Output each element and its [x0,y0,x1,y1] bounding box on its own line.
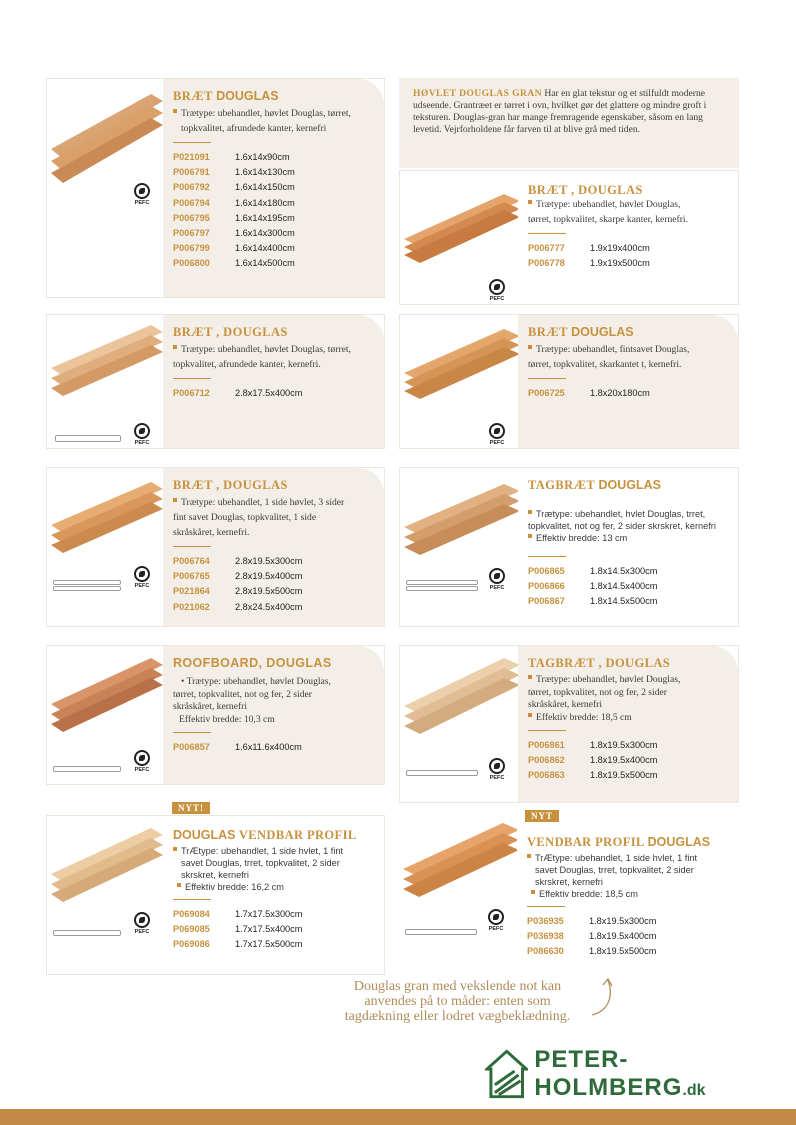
product-table [528,738,728,784]
pefc-logo: PEFC [484,423,510,446]
table-row: P006765 2.8x19.5x400cm [173,571,303,582]
wood-planks-image [404,482,520,562]
product-title: VENDBAR PROFIL DOUGLAS [527,835,711,849]
footnote: Douglas gran med vekslende not kan anvendes på to måder: enten som tagdækning eller lodret vægbeklædning. [344,979,571,1024]
product-table [528,386,728,401]
plank-profile-drawing [53,586,121,591]
product-title [173,89,374,103]
desc-line: topkvalitet, afrundede kanter, kernefri [181,123,327,134]
product-table [527,914,729,960]
plank-profile-drawing [406,770,478,776]
plank-profile-drawing [406,580,478,585]
table-row: P086630 1.8x19.5x500cm [527,946,657,957]
table-row: P006795 1.6x14x195cm [173,212,295,223]
table-row: P021091 1.6x14x90cm [173,152,290,162]
wood-planks-image [51,323,163,403]
product-table [528,241,728,271]
table-row: P006800 1.6x14x500cm [173,258,295,269]
intro-heading: HØVLET DOUGLAS GRAN [413,88,542,99]
wood-planks-image [51,480,163,560]
title-part-a: BRÆT [173,89,213,103]
pefc-logo: PEFC [484,568,510,591]
table-row: P006862 1.8x19.5x400cm [528,755,658,766]
table-row: P006857 1.6x11.6x400cm [173,742,302,752]
table-row: P006764 2.8x19.5x300cm [173,556,303,566]
product-card-3: PEFC BRÆT , DOUGLAS Trætype: ubehandlet, høvlet Douglas, tørret, topkvalitet, afrundede kanter, kernefri. P006712 2.8x17.5x400cm [46,314,385,449]
product-table [173,907,374,953]
table-row: P006792 1.6x14x150cm [173,182,295,193]
table-row: P006797 1.6x14x300cm [173,228,295,239]
pefc-logo: PEFC [129,912,155,935]
product-title: DOUGLAS VENDBAR PROFIL [173,828,357,842]
product-card-10: PEFC VENDBAR PROFIL DOUGLAS TrÆtype: ubehandlet, 1 side hvlet, 1 fint savet Douglas, trret, topkvalitet, 2 sider skrskret, kernefri Effektiv bredde: 18,5 cm P036935 1.8x19.5x300cm P036938 1.8x19.5x400cm P086630 1.8x19.5x500cm [399,815,739,975]
product-card-7: PEFC ROOFBOARD, DOUGLAS • Trætype: ubehandlet, høvlet Douglas, tørret, topkvalitet, not og fer, 2 sider skråskåret, kernefri Effektiv bredde: 10,3 cm P006857 1.6x11.6x400cm [46,645,385,785]
product-title: BRÆT , DOUGLAS [173,325,288,339]
wood-planks-image [403,821,519,906]
table-row: P006791 1.6x14x130cm [173,167,295,178]
plank-profile-drawing [55,435,121,442]
table-row: P006799 1.6x14x400cm [173,243,295,254]
intro-text: Har en glat tekstur og et stilfuldt moderne udseende. Grantræet er tørret i ovn, hvilket gør det glattere og mindre groft i teksturen. Douglas-gran har mange fremragende egenskaber, såsom en lang levetid. Vejrforholdene får farven til at blive grå med tiden. [413,88,707,135]
product-table [173,554,374,615]
wood-planks-image [51,656,163,741]
product-table [173,740,374,755]
product-title: BRÆT , DOUGLAS [173,478,288,492]
pefc-logo: PEFC [484,758,510,781]
desc-line: Trætype: ubehandlet, høvlet Douglas, tørret, [181,108,351,119]
product-title: ROOFBOARD, DOUGLAS [173,656,332,670]
table-row: P006866 1.8x14.5x400cm [528,581,658,592]
wood-planks-image [404,656,520,746]
product-card-5: PEFC BRÆT , DOUGLAS Trætype: ubehandlet, 1 side høvlet, 3 sider fint savet Douglas, topkvalitet, 1 side skråskåret, kernefri. P006764 2.8x19.5x300cm P006765 2.8x19.5x400cm P021864 2.8x19.5x500cm P021062 2.8x24.5x400cm [46,467,385,627]
pefc-label: PEFC [134,200,150,206]
wood-planks-image [51,826,163,911]
new-badge: NYT [525,810,559,822]
plank-profile-drawing [406,586,478,591]
table-row: P006712 2.8x17.5x400cm [173,388,303,398]
table-row: P006867 1.8x14.5x500cm [528,596,658,607]
product-card-2: PEFC BRÆT , DOUGLAS Trætype: ubehandlet, høvlet Douglas, tørret, topkvalitet, skarpe kanter, kernefri. P006777 1.9x19x400cm P006778 1.9x19x500cm [399,170,739,305]
product-card-8: PEFC TAGBRÆT , DOUGLAS Trætype: ubehandlet, høvlet Douglas, tørret, topkvalitet, not og fer, 2 sider skråskåret, kernefri Effektiv bredde: 18,5 cm P006861 1.8x19.5x300cm P006862 1.8x19.5x400cm P006863 1.8x19.5x500cm [399,645,739,803]
table-row: P006863 1.8x19.5x500cm [528,770,658,781]
table-row: P021062 2.8x24.5x400cm [173,601,303,612]
table-row: P069085 1.7x17.5x400cm [173,924,303,935]
table-row: P021864 2.8x19.5x500cm [173,586,303,597]
table-row: P006794 1.6x14x180cm [173,197,295,208]
pefc-logo: PEFC [484,279,510,302]
table-row: P006725 1.8x20x180cm [528,388,650,398]
wood-planks-image [404,325,520,405]
product-title: TAGBRÆT , DOUGLAS [528,656,671,670]
table-row: P069086 1.7x17.5x500cm [173,939,303,950]
plank-profile-drawing [53,580,121,585]
pefc-logo: PEFC [129,566,155,589]
product-table [173,150,374,272]
wood-planks-image [51,89,163,184]
new-badge: NYT! [172,802,210,814]
table-row: P069084 1.7x17.5x300cm [173,909,303,919]
table-row: P006778 1.9x19x500cm [528,258,650,269]
pefc-logo [129,183,155,206]
table-row: P006777 1.9x19x400cm [528,243,650,253]
table-row: P006865 1.8x14.5x300cm [528,566,658,576]
product-description [173,106,374,136]
plank-profile-drawing [53,766,121,772]
logo-text: PETER-HOLMBERG.dk [534,1046,706,1101]
wood-planks-image [404,189,520,264]
pefc-logo: PEFC [483,909,509,932]
intro-box [399,78,739,168]
product-card-9: PEFC DOUGLAS VENDBAR PROFIL TrÆtype: ubehandlet, 1 side hvlet, 1 fint savet Douglas, trret, topkvalitet, 2 sider skrskret, kernefri Effektiv bredde: 16,2 cm P069084 1.7x17.5x300cm P069085 1.7x17.5x400cm P069086 1.7x17.5x500cm [46,815,385,975]
product-card-4: PEFC BRÆT DOUGLAS Trætype: ubehandlet, fintsavet Douglas, tørret, topkvalitet, skarkantet t, kernefri. P006725 1.8x20x180cm [399,314,739,449]
product-table [528,564,728,610]
house-logo-icon [485,1049,528,1099]
plank-profile-drawing [405,929,477,935]
product-table [173,386,374,401]
company-logo [485,1046,796,1102]
bottom-bar [0,1109,796,1125]
product-title: BRÆT DOUGLAS [528,325,634,339]
curved-arrow-icon [590,975,620,1020]
product-card-1 [46,78,385,298]
product-title: BRÆT , DOUGLAS [528,183,643,197]
table-row: P036938 1.8x19.5x400cm [527,931,657,942]
product-card-6: PEFC TAGBRÆT DOUGLAS Trætype: ubehandlet, hvlet Douglas, trret, topkvalitet, not og fer, 2 sider skrskret, kernefri Effektiv bredde: 13 cm P006865 1.8x14.5x300cm P006866 1.8x14.5x400cm P006867 1.8x14.5x500cm [399,467,739,627]
plank-profile-drawing [53,930,121,936]
product-title: TAGBRÆT DOUGLAS [528,478,661,492]
pefc-logo: PEFC [129,750,155,773]
table-row: P036935 1.8x19.5x300cm [527,916,657,926]
pefc-logo: PEFC [129,423,155,446]
table-row: P006861 1.8x19.5x300cm [528,740,658,750]
title-part-b: DOUGLAS [216,89,279,103]
